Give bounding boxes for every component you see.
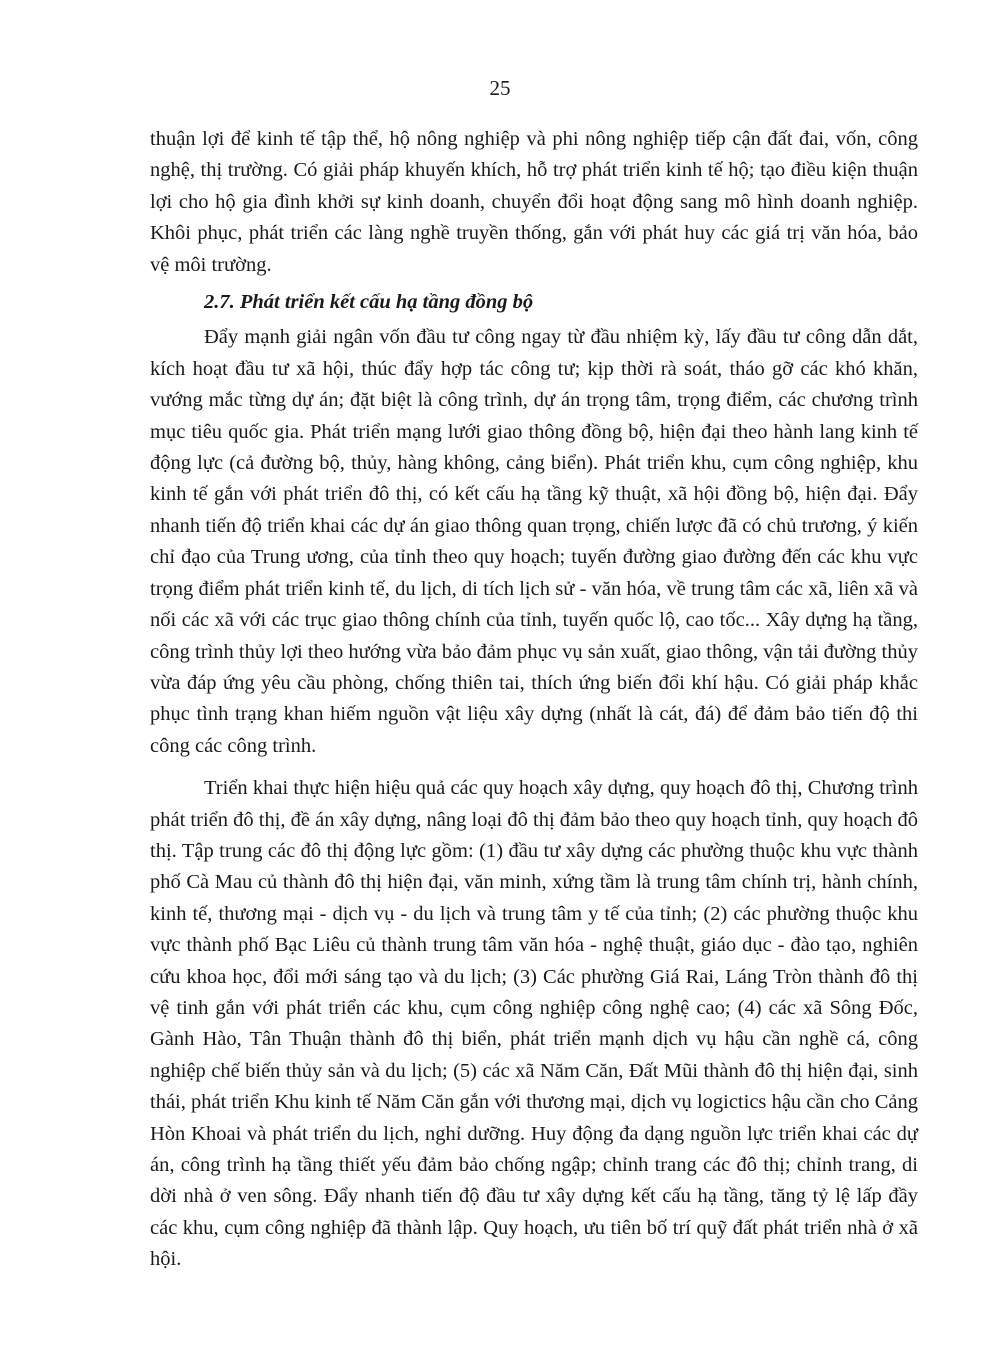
section-heading: 2.7. Phát triển kết cấu hạ tầng đồng bộ xyxy=(204,291,534,314)
page-number: 25 xyxy=(489,76,511,100)
document-body xyxy=(150,124,918,1276)
paragraph-continuation: thuận lợi để kinh tế tập thể, hộ nông nghiệp và phi nông nghiệp tiếp cận đất đai, vốn, công nghệ, thị trường. Có giải pháp khuyến khích, hỗ trợ phát triển kinh tế hộ; tạo điều kiện thuận lợi cho hộ gia đình khởi sự kinh doanh, chuyển đổi hoạt động sang mô hình doanh nghiệp. Khôi phục, phát triển các làng nghề truyền thống, gắn với phát huy các giá trị văn hóa, bảo vệ môi trường. xyxy=(150,128,918,276)
paragraph-urban-planning: Triển khai thực hiện hiệu quả các quy hoạch xây dựng, quy hoạch đô thị, Chương trình phát triển đô thị, đề án xây dựng, nâng loại đô thị đảm bảo theo quy hoạch tỉnh, quy hoạch đô thị. Tập trung các đô thị động lực gồm: (1) đầu tư xây dựng các phường thuộc khu vực thành phố Cà Mau củ thành đô thị hiện đại, văn minh, xứng tầm là trung tâm chính trị, hành chính, kinh tế, thương mại - dịch vụ - du lịch và trung tâm y tế của tỉnh; (2) các phường thuộc khu vực thành phố Bạc Liêu củ thành trung tâm văn hóa - nghệ thuật, giáo dục - đào tạo, nghiên cứu khoa học, đổi mới sáng tạo và du lịch; (3) Các phường Giá Rai, Láng Tròn thành đô thị vệ tinh gắn với phát triển các khu, cụm công nghiệp công nghệ cao; (4) các xã Sông Đốc, Gành Hào, Tân Thuận thành đô thị biển, phát triển mạnh dịch vụ hậu cần nghề cá, công nghiệp chế biến thủy sản và du lịch; (5) các xã Năm Căn, Đất Mũi thành đô thị hiện đại, sinh thái, phát triển Khu kinh tế Năm Căn gắn với thương mại, dịch vụ logictics hậu cần cho Cảng Hòn Khoai và phát triển du lịch, nghỉ dưỡng. Huy động đa dạng nguồn lực triển khai các dự án, công trình hạ tầng thiết yếu đảm bảo chống ngập; chỉnh trang các đô thị; chỉnh trang, di dời nhà ở ven sông. Đẩy nhanh tiến độ đầu tư xây dựng kết cấu hạ tầng, tăng tỷ lệ lấp đầy các khu, cụm công nghiệp đã thành lập. Quy hoạch, ưu tiên bố trí quỹ đất phát triển nhà ở xã hội. xyxy=(150,777,918,1271)
paragraph-infrastructure: Đẩy mạnh giải ngân vốn đầu tư công ngay từ đầu nhiệm kỳ, lấy đầu tư công dẫn dắt, kích hoạt đầu tư xã hội, thúc đẩy hợp tác công tư; kịp thời rà soát, tháo gỡ các khó khăn, vướng mắc từng dự án; đặt biệt là công trình, dự án trọng tâm, trọng điểm, các chương trình mục tiêu quốc gia. Phát triển mạng lưới giao thông đồng bộ, hiện đại theo hành lang kinh tế động lực (cả đường bộ, thủy, hàng không, cảng biển). Phát triển khu, cụm công nghiệp, khu kinh tế gắn với phát triển đô thị, có kết cấu hạ tầng kỹ thuật, xã hội đồng bộ, hiện đại. Đẩy nhanh tiến độ triển khai các dự án giao thông quan trọng, chiến lược đã có chủ trương, ý kiến chỉ đạo của Trung ương, của tỉnh theo quy hoạch; tuyến đường giao đường đến các khu vực trọng điểm phát triển kinh tế, du lịch, di tích lịch sử - văn hóa, về trung tâm các xã, liên xã và nối các xã với các trục giao thông chính của tỉnh, tuyến quốc lộ, cao tốc... Xây dựng hạ tầng, công trình thủy lợi theo hướng vừa bảo đảm phục vụ sản xuất, giao thông, vận tải đường thủy vừa đáp ứng yêu cầu phòng, chống thiên tai, thích ứng biến đổi khí hậu. Có giải pháp khắc phục tình trạng khan hiếm nguồn vật liệu xây dựng (nhất là cát, đá) để đảm bảo tiến độ thi công các công trình. xyxy=(150,326,918,757)
